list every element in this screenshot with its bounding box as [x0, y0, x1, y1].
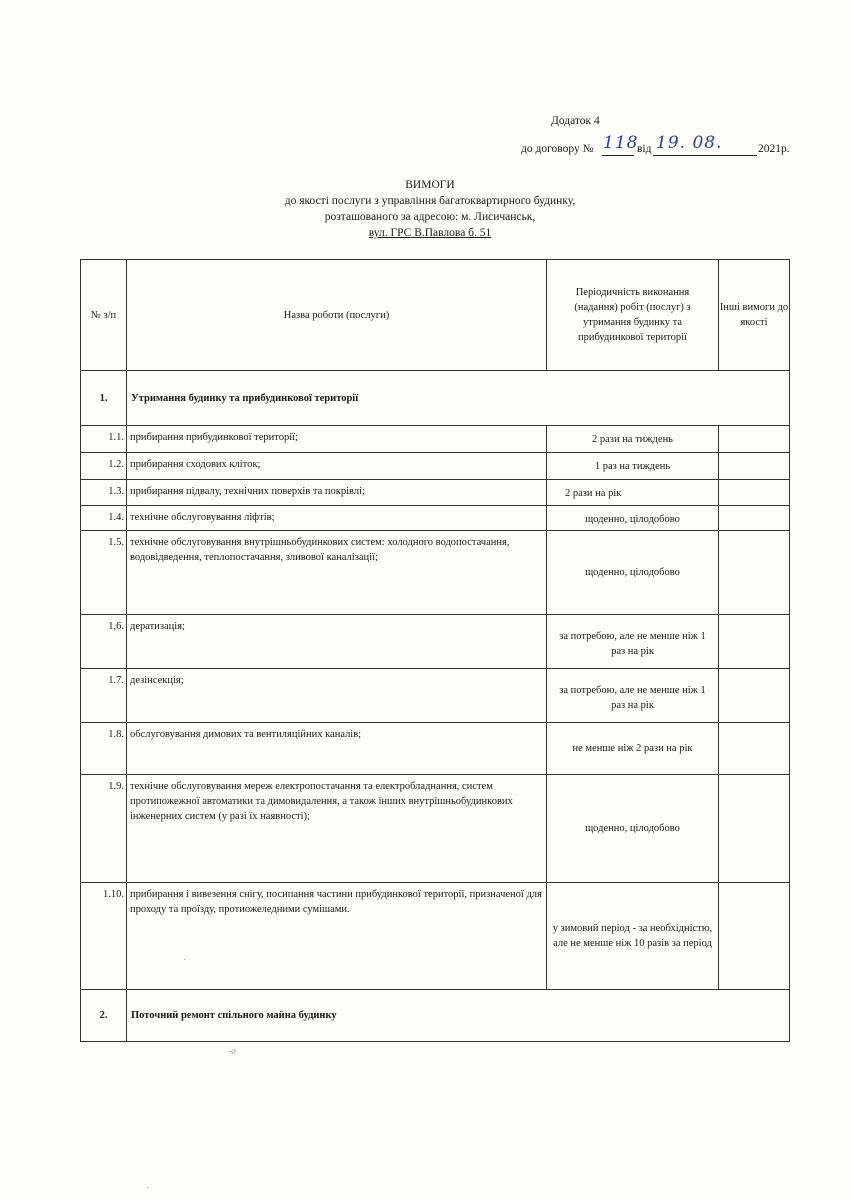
row-num: 1.9.: [81, 775, 127, 883]
row-other: [719, 426, 790, 453]
row-num: 1.4.: [81, 506, 127, 531]
row-num: 1,6.: [81, 615, 127, 669]
row-other: [719, 669, 790, 723]
row-name: обслуговування димових та вентиляційних каналів;: [127, 723, 547, 775]
row-other: [719, 615, 790, 669]
contract-prefix: до договору №: [521, 143, 594, 155]
section-title: Поточний ремонт спільного майна будинку: [127, 990, 790, 1042]
table-row: [81, 615, 790, 669]
table-header-row: [81, 260, 790, 371]
row-num: 1.7.: [81, 669, 127, 723]
header-periodicity: Періодичність виконання (надання) робіт (послуг) з утримання будинку та прибудинкової території: [547, 260, 719, 371]
section-row: [81, 990, 790, 1042]
scan-speck: -ǝ: [228, 1046, 236, 1057]
heading-line-1: до якості послуги з управління багатоквартирного будинку,: [284, 195, 576, 207]
document-heading: [180, 177, 680, 241]
row-name: прибирання підвалу, технічних поверхів та покрівлі;: [127, 480, 547, 506]
requirements-table: [80, 259, 790, 1042]
contract-number-handwritten: 118: [603, 133, 639, 153]
header-name: Назва роботи (послуги): [127, 260, 547, 371]
row-name: технічне обслуговування мереж електропостачання та електробладнання, систем протипожежної автоматики та димовидалення, а також інших внутрішньобудинкових інженерних систем (у разі їх наявності);: [127, 775, 547, 883]
row-other: [719, 506, 790, 531]
table-row: [81, 531, 790, 615]
row-name: дератизація;: [127, 615, 547, 669]
section-num: 1.: [81, 371, 127, 426]
row-name: дезінсекція;: [127, 669, 547, 723]
year-suffix: 2021р.: [758, 143, 790, 155]
row-other: [719, 453, 790, 480]
row-period: у зимовий період - за необхідністю, але не менше ніж 10 разів за період: [547, 883, 719, 990]
table-row: [81, 883, 790, 990]
row-period: за потребою, але не менше ніж 1 раз на рік: [547, 669, 719, 723]
row-period: щоденно, цілодобово: [547, 775, 719, 883]
row-num: 1.3.: [81, 480, 127, 506]
table-row: [81, 453, 790, 480]
row-period: 1 раз на тиждень: [547, 453, 719, 480]
row-num: 1.8.: [81, 723, 127, 775]
row-period: щоденно, цілодобово: [547, 506, 719, 531]
row-period: за потребою, але не менше ніж 1 раз на рік: [547, 615, 719, 669]
row-other: [719, 775, 790, 883]
row-other: [719, 480, 790, 506]
scan-speck: ·: [183, 955, 187, 966]
date-prefix: від: [637, 143, 652, 155]
section-row: [81, 371, 790, 426]
row-period: щоденно, цілодобово: [547, 531, 719, 615]
row-period: 2 рази на тиждень: [547, 426, 719, 453]
annex-title: Додаток 4: [551, 115, 600, 127]
contract-number-blank: [602, 155, 634, 156]
date-blank: [653, 155, 757, 156]
table-row: [81, 775, 790, 883]
row-name: прибирання прибудинкової території;: [127, 426, 547, 453]
row-num: 1.2.: [81, 453, 127, 480]
row-other: [719, 531, 790, 615]
row-num: 1.10.: [81, 883, 127, 990]
section-title: Утримання будинку та прибудинкової території: [127, 371, 790, 426]
row-name: прибирання сходових кліток;: [127, 453, 547, 480]
scan-speck: ·: [146, 1183, 150, 1194]
header-num: № з/п: [81, 260, 127, 371]
row-num: 1.1.: [81, 426, 127, 453]
row-period: 2 рази на рік: [547, 480, 719, 506]
row-name: прибирання і вивезення снігу, посипання частини прибудинкової території, призначеної для проходу та проїзду, протиожеледними сумішами.: [127, 883, 547, 990]
header-other: Інші вимоги до якості: [719, 260, 790, 371]
table-row: [81, 723, 790, 775]
row-period: не менше ніж 2 рази на рік: [547, 723, 719, 775]
row-name: технічне обслуговування внутрішньобудинкових систем: холодного водопостачання, водовідведення, теплопостачання, зливової каналізації;: [127, 531, 547, 615]
heading-address: вул. ГРС В.Павлова б. 51: [368, 227, 492, 239]
heading-line-2: розташованого за адресою: м. Лисичанськ,: [324, 211, 536, 223]
table-row: [81, 669, 790, 723]
date-handwritten: 19. 08.: [656, 133, 723, 153]
heading-title: ВИМОГИ: [405, 179, 455, 191]
section-num: 2.: [81, 990, 127, 1042]
row-name: технічне обслуговування ліфтів;: [127, 506, 547, 531]
row-other: [719, 723, 790, 775]
table-row: [81, 506, 790, 531]
table-row: [81, 480, 790, 506]
row-num: 1.5.: [81, 531, 127, 615]
row-other: [719, 883, 790, 990]
table-row: [81, 426, 790, 453]
